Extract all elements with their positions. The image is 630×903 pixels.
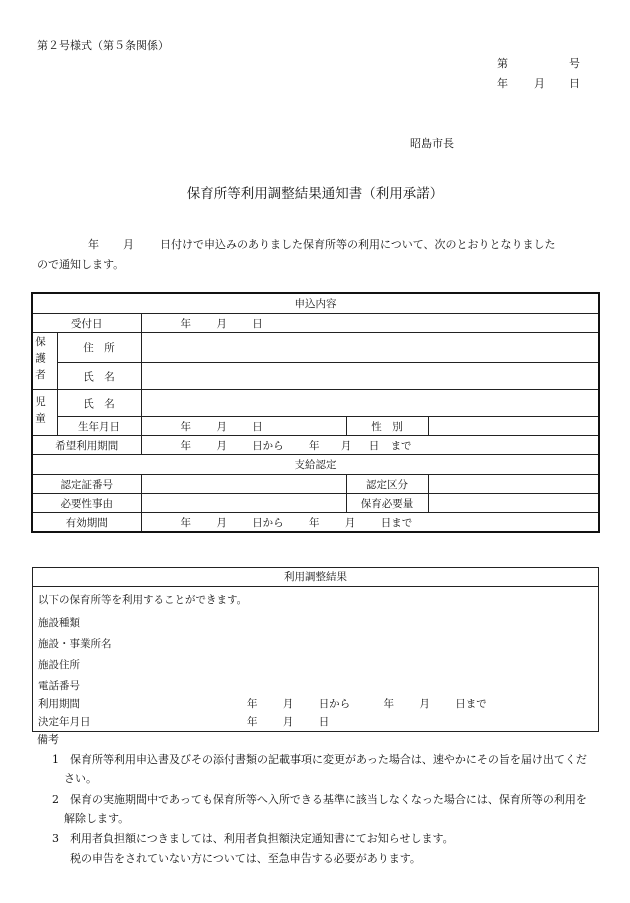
note-1-number: 1 (52, 753, 59, 766)
application-section-title: 申込内容 (32, 293, 599, 314)
cert-number-value (141, 475, 346, 494)
issue-date-year: 年 (497, 77, 508, 90)
decision-date-label: 決定年月日 (38, 716, 91, 728)
cert-number-label: 認定証番号 (32, 475, 141, 494)
page-title: 保育所等利用調整結果通知書（利用承諾） (186, 186, 444, 202)
intro-text: 日付けで申込みのありました保育所等の利用について、次のとおりとなりました (160, 238, 556, 251)
facility-name-label: 施設・事業所名 (38, 638, 112, 650)
note-1-line1: 保育所等利用申込書及びその添付書類の記載事項に変更があった場合は、速やかにその旨を届け出てくだ (70, 753, 587, 766)
application-table (31, 292, 600, 533)
issue-date-month: 月 (534, 77, 545, 90)
doc-number-prefix: 第 (497, 57, 508, 70)
issuer: 昭島市長 (410, 137, 454, 150)
facility-type-label: 施設種類 (38, 617, 80, 629)
guardian-name-label: 氏 名 (57, 363, 141, 390)
period-value: 年 月 日から 年 月 日まで (247, 698, 487, 710)
desired-period-label: 希望利用期間 (32, 436, 141, 455)
certification-section-title: 支給認定 (32, 455, 599, 475)
note-3-line2: 税の申告をされていない方については、至急申告する必要があります。 (70, 852, 421, 865)
intro-line2: ので通知します。 (37, 258, 125, 271)
intro-year: 年 (88, 238, 99, 251)
decision-date-value: 年 月 日 (247, 716, 330, 728)
address-label: 住 所 (57, 333, 141, 363)
note-2-number: 2 (52, 793, 59, 806)
note-3-number: 3 (52, 832, 59, 845)
result-box (32, 567, 599, 732)
child-name-label: 氏 名 (57, 390, 141, 417)
desired-period-value: 年 月 日から 年 月 日 まで (141, 436, 599, 455)
result-statement: 以下の保育所等を利用することができます。 (38, 594, 248, 606)
doc-number-suffix: 号 (569, 57, 580, 70)
birthdate-value: 年 月 日 (141, 417, 346, 436)
care-amount-label: 保育必要量 (346, 494, 428, 513)
necessity-label: 必要性事由 (32, 494, 141, 513)
note-2-line2: 解除します。 (64, 812, 130, 825)
gender-label: 性 別 (346, 417, 428, 436)
birthdate-label: 生年月日 (57, 417, 141, 436)
valid-period-value: 年 月 日から 年 月 日まで (141, 513, 599, 533)
address-value (141, 333, 599, 363)
note-1-line2: さい。 (64, 772, 97, 785)
received-date: 年 月 日 (141, 314, 599, 333)
guardian-name-value (141, 363, 599, 390)
notes-heading: 備考 (37, 733, 59, 746)
gender-value (428, 417, 599, 436)
facility-address-label: 施設住所 (38, 659, 80, 671)
necessity-value (141, 494, 346, 513)
received-label: 受付日 (32, 314, 141, 333)
child-label: 児童 (32, 390, 57, 436)
intro-month: 月 (123, 238, 134, 251)
period-label: 利用期間 (38, 698, 80, 710)
form-number: 第２号様式（第５条関係） (37, 39, 169, 52)
result-section-title: 利用調整結果 (33, 568, 598, 587)
note-2-line1: 保育の実施期間中であっても保育所等へ入所できる基準に該当しなくなった場合には、保育所等の利用を (70, 793, 587, 806)
valid-period-label: 有効期間 (32, 513, 141, 533)
cert-class-label: 認定区分 (346, 475, 428, 494)
note-3-line1: 利用者負担額につきましては、利用者負担額決定通知書にてお知らせします。 (70, 832, 454, 845)
child-name-value (141, 390, 599, 417)
cert-class-value (428, 475, 599, 494)
guardian-label: 保護者 (32, 333, 57, 390)
phone-label: 電話番号 (38, 680, 80, 692)
issue-date-day: 日 (569, 77, 580, 90)
care-amount-value (428, 494, 599, 513)
